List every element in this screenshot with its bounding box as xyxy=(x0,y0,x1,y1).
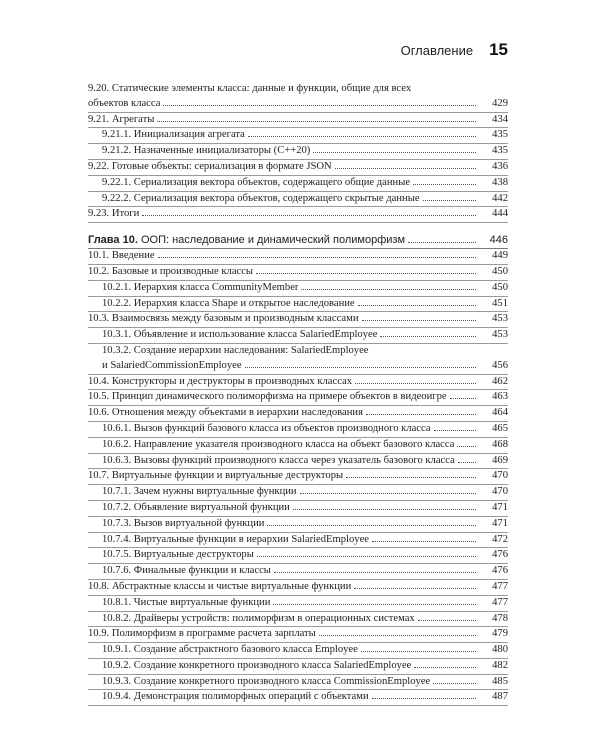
leader-dots xyxy=(380,336,476,337)
toc-entry[interactable] xyxy=(88,690,508,706)
toc-entry[interactable] xyxy=(88,659,508,675)
leader-dots xyxy=(354,588,476,589)
leader-dots xyxy=(158,257,476,258)
toc-entry[interactable] xyxy=(88,281,508,297)
toc-entry-title: 10.2.2. Иерархия класса Shape и открытое наследование xyxy=(102,297,355,309)
toc-entry[interactable] xyxy=(88,501,508,517)
toc-entry-title: 10.7.4. Виртуальные функции в иерархии SalariedEmployee xyxy=(102,533,370,545)
leader-dots xyxy=(245,367,476,368)
leader-dots xyxy=(418,620,476,621)
toc-entry-title: 10.7. Виртуальные функции и виртуальные деструкторы xyxy=(88,470,344,482)
toc-entry[interactable] xyxy=(88,328,508,344)
toc-entry-page: 450 xyxy=(492,281,508,293)
toc-entry-page: 442 xyxy=(492,192,508,204)
leader-dots xyxy=(273,604,476,605)
leader-dots xyxy=(257,556,476,557)
toc-entry-title-line: 10.3.2. Создание иерархии наследования: SalariedEmployee xyxy=(102,344,369,356)
toc-entry[interactable] xyxy=(88,207,508,223)
toc-entry[interactable] xyxy=(88,375,508,391)
toc-entry-title: 10.9.3. Создание конкретного производного класса CommissionEmployee xyxy=(102,675,431,687)
toc-entry-page: 436 xyxy=(492,160,508,172)
toc-entry-title: 9.23. Итоги xyxy=(88,208,140,220)
chapter-page: 446 xyxy=(489,234,508,247)
leader-dots xyxy=(293,509,476,510)
leader-dots xyxy=(372,698,476,699)
leader-dots xyxy=(362,320,477,321)
leader-dots xyxy=(301,289,476,290)
toc-entry-title: 10.5. Принцип динамического полиморфизма на примере объектов в видеоигре xyxy=(88,391,447,403)
chapter-label: Глава 10. xyxy=(88,234,138,247)
toc-entry-page: 482 xyxy=(492,659,508,671)
toc-entry[interactable] xyxy=(88,612,508,628)
toc-entry-title: 10.2. Базовые и производные классы xyxy=(88,265,254,277)
toc-entry-page: 487 xyxy=(492,691,508,703)
toc-entry-title-line: 9.20. Статические элементы класса: данные и функции, общие для всех xyxy=(88,83,412,94)
toc-entry-page: 479 xyxy=(492,628,508,640)
toc-entry-title: 10.7.2. Объявление виртуальной функции xyxy=(102,501,290,513)
toc-entry-page: 470 xyxy=(492,486,508,498)
toc-entry[interactable] xyxy=(88,344,508,375)
toc-entry[interactable] xyxy=(88,113,508,129)
toc-entry[interactable] xyxy=(88,249,508,265)
toc-entry-page: 476 xyxy=(492,549,508,561)
toc-entry[interactable] xyxy=(88,596,508,612)
toc-entry-page: 469 xyxy=(492,454,508,466)
toc-entry-page: 472 xyxy=(492,533,508,545)
toc-entry-page: 470 xyxy=(492,470,508,482)
toc-entry-title: 10.9. Полиморфизм в программе расчета зарплаты xyxy=(88,628,316,640)
leader-dots xyxy=(319,635,476,636)
leader-dots xyxy=(433,683,476,684)
toc-entry[interactable] xyxy=(88,265,508,281)
leader-dots xyxy=(163,105,476,106)
toc-entry[interactable] xyxy=(88,564,508,580)
leader-dots xyxy=(450,398,476,399)
toc-entry-title: 10.3.1. Объявление и использование класса SalariedEmployee xyxy=(102,329,378,341)
toc-entry-title: 10.8.1. Чистые виртуальные функции xyxy=(102,596,271,608)
leader-dots xyxy=(372,541,476,542)
toc-entry[interactable] xyxy=(88,675,508,691)
running-head-title: Оглавление xyxy=(400,43,474,58)
toc-entry-page: 451 xyxy=(492,297,508,309)
toc-entry-page: 471 xyxy=(492,501,508,513)
toc-entry-page: 444 xyxy=(492,208,508,220)
toc-entry-page: 476 xyxy=(492,565,508,577)
toc-entry-title: 10.7.5. Виртуальные деструкторы xyxy=(102,549,254,561)
toc-entry[interactable] xyxy=(88,533,508,549)
toc-entry[interactable] xyxy=(88,390,508,406)
toc-entry-title: 10.1. Введение xyxy=(88,250,155,262)
toc-entry-title: 10.3. Взаимосвязь между базовым и производным классами xyxy=(88,313,359,325)
leader-dots xyxy=(256,273,476,274)
toc-entry-page: 438 xyxy=(492,176,508,188)
toc-entry-page: 478 xyxy=(492,612,508,624)
toc-entry[interactable] xyxy=(88,438,508,454)
toc-entry-title: 9.21. Агрегаты xyxy=(88,113,155,125)
leader-dots xyxy=(434,430,476,431)
toc-entry-title: 10.8.2. Драйверы устройств: полиморфизм в операционных системах xyxy=(102,612,415,624)
section-gap xyxy=(88,223,508,233)
toc-entry[interactable] xyxy=(88,312,508,328)
toc-entry-title: 10.9.4. Демонстрация полиморфных операций с объектами xyxy=(102,691,369,703)
toc-entry[interactable] xyxy=(88,422,508,438)
toc-entry-page: 468 xyxy=(492,438,508,450)
toc-entry-page: 453 xyxy=(492,329,508,341)
toc-entry-page: 453 xyxy=(492,313,508,325)
leader-dots xyxy=(355,383,476,384)
toc-entry-page: 462 xyxy=(492,375,508,387)
toc-entry-title: 10.9.1. Создание абстрактного базового класса Employee xyxy=(102,644,358,656)
toc-entry-title: 10.8. Абстрактные классы и чистые виртуальные функции xyxy=(88,580,352,592)
leader-dots xyxy=(358,305,476,306)
leader-dots xyxy=(274,572,476,573)
toc-entry[interactable] xyxy=(88,643,508,659)
toc-entry-page: 463 xyxy=(492,391,508,403)
toc-entry[interactable] xyxy=(88,128,508,144)
toc-entry-title: 9.21.1. Инициализация агрегата xyxy=(102,129,245,141)
toc-entry-title: 10.7.1. Зачем нужны виртуальные функции xyxy=(102,486,297,498)
toc-entry-page: 435 xyxy=(492,129,508,141)
leader-dots xyxy=(408,242,476,243)
toc-entry[interactable] xyxy=(88,517,508,533)
toc-entry-title: 9.22. Готовые объекты: сериализация в формате JSON xyxy=(88,160,332,172)
toc-entry-title: и SalariedCommissionEmployee xyxy=(102,359,242,371)
leader-dots xyxy=(414,667,476,668)
toc-entry-page: 456 xyxy=(492,359,508,371)
leader-dots xyxy=(300,493,476,494)
leader-dots xyxy=(413,184,476,185)
toc-entry-title: 10.6. Отношения между объектами в иерархии наследования xyxy=(88,407,363,419)
toc-entry[interactable] xyxy=(88,144,508,160)
toc-entry-title: 10.7.3. Вызов виртуальной функции xyxy=(102,517,265,529)
toc-entry[interactable] xyxy=(88,469,508,485)
toc-entry-page: 435 xyxy=(492,145,508,157)
toc-entry-title: 10.7.6. Финальные функции и классы xyxy=(102,565,271,577)
chapter-heading[interactable] xyxy=(88,233,508,249)
toc-entry[interactable] xyxy=(88,580,508,596)
leader-dots xyxy=(157,121,476,122)
toc-entry-title: 9.21.2. Назначенные инициализаторы (C++20) xyxy=(102,145,311,157)
toc-entry[interactable] xyxy=(88,454,508,470)
leader-dots xyxy=(366,414,476,415)
chapter-title xyxy=(88,233,405,248)
toc-entry-title: 10.6.3. Вызовы функций производного класса через указатель базового класса xyxy=(102,454,455,466)
toc-entry[interactable] xyxy=(88,627,508,643)
toc-entry-page: 434 xyxy=(492,113,508,125)
toc-entry-page: 477 xyxy=(492,596,508,608)
leader-dots xyxy=(346,477,476,478)
page-number: 15 xyxy=(489,40,508,59)
toc-entry[interactable] xyxy=(88,548,508,564)
leader-dots xyxy=(361,651,476,652)
leader-dots xyxy=(142,215,476,216)
toc-entry-title: 10.2.1. Иерархия класса CommunityMember xyxy=(102,281,299,293)
toc-entry-page: 480 xyxy=(492,644,508,656)
toc-entry-page: 465 xyxy=(492,422,508,434)
leader-dots xyxy=(248,136,476,137)
toc-entry-page: 429 xyxy=(492,97,508,109)
toc-entry-title: объектов класса xyxy=(88,97,161,109)
running-head xyxy=(401,40,508,60)
toc-entry-page: 477 xyxy=(492,580,508,592)
toc-entry-page: 471 xyxy=(492,517,508,529)
toc-entry-page: 485 xyxy=(492,675,508,687)
toc-entry-page: 450 xyxy=(492,265,508,277)
toc-entry[interactable] xyxy=(88,297,508,313)
toc-entry-title: 10.4. Конструкторы и деструкторы в производных классах xyxy=(88,375,353,387)
toc-entry-title: 10.6.1. Вызов функций базового класса из объектов производного класса xyxy=(102,422,431,434)
toc-entry[interactable] xyxy=(88,176,508,192)
leader-dots xyxy=(313,152,476,153)
toc-entry[interactable] xyxy=(88,82,508,113)
toc-entry-page: 464 xyxy=(492,407,508,419)
toc-entry-title: 9.22.1. Сериализация вектора объектов, содержащего общие данные xyxy=(102,176,411,188)
toc-entry-title: 10.6.2. Направление указателя производного класса на объект базового класса xyxy=(102,438,455,450)
toc-entry-page: 449 xyxy=(492,250,508,262)
leader-dots xyxy=(423,200,476,201)
chapter-title-text: ООП: наследование и динамический полиморфизм xyxy=(140,234,406,247)
toc-entry[interactable] xyxy=(88,406,508,422)
toc-entry[interactable] xyxy=(88,160,508,176)
toc-entry-title: 10.9.2. Создание конкретного производного класса SalariedEmployee xyxy=(102,659,412,671)
toc-entry[interactable] xyxy=(88,485,508,501)
leader-dots xyxy=(457,446,476,447)
table-of-contents xyxy=(88,82,508,706)
toc-entry-title: 9.22.2. Сериализация вектора объектов, содержащего скрытые данные xyxy=(102,192,420,204)
leader-dots xyxy=(458,462,476,463)
leader-dots xyxy=(335,168,476,169)
leader-dots xyxy=(267,525,476,526)
toc-entry[interactable] xyxy=(88,192,508,208)
